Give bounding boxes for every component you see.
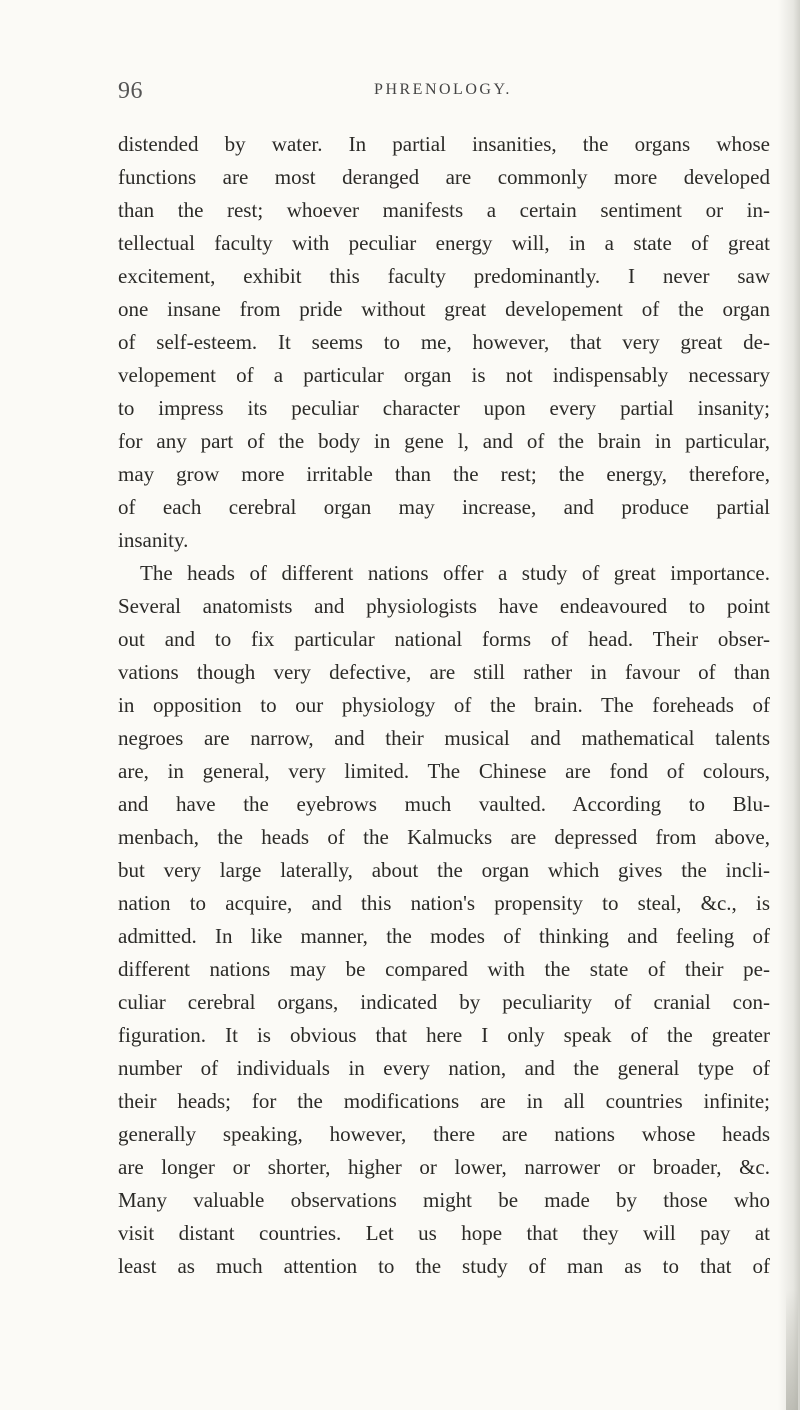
text-line: are, in general, very limited. The Chinese are fond of colours, [118, 759, 770, 783]
text-line: Several anatomists and physiologists have endeavoured to point [118, 594, 770, 618]
text-line: are longer or shorter, higher or lower, narrower or broader, &c. [118, 1155, 770, 1179]
text-line: vations though very defective, are still rather in favour of than [118, 660, 770, 684]
text-line: one insane from pride without great developement of the organ [118, 297, 770, 321]
text-line: negroes are narrow, and their musical and mathematical talents [118, 726, 770, 750]
text-line: number of individuals in every nation, and the general type of [118, 1056, 770, 1080]
text-line: but very large laterally, about the organ which gives the incli- [118, 858, 770, 882]
text-line: functions are most deranged are commonly more developed [118, 165, 770, 189]
page-edge-shadow [778, 0, 800, 1410]
text-line: velopement of a particular organ is not indispensably necessary [118, 363, 770, 387]
text-line: than the rest; whoever manifests a certain sentiment or in- [118, 198, 770, 222]
text-line: out and to fix particular national forms of head. Their obser- [118, 627, 770, 651]
text-line: in opposition to our physiology of the brain. The foreheads of [118, 693, 770, 717]
text-line: to impress its peculiar character upon every partial insanity; [118, 396, 770, 420]
text-line: may grow more irritable than the rest; the energy, therefore, [118, 462, 770, 486]
text-line: Many valuable observations might be made by those who [118, 1188, 770, 1212]
text-line: nation to acquire, and this nation's propensity to steal, &c., is [118, 891, 770, 915]
text-line: admitted. In like manner, the modes of thinking and feeling of [118, 924, 770, 948]
text-line: figuration. It is obvious that here I only speak of the greater [118, 1023, 770, 1047]
text-line: excitement, exhibit this faculty predominantly. I never saw [118, 264, 770, 288]
text-line: for any part of the body in gene l, and of the brain in particular, [118, 429, 770, 453]
text-line: least as much attention to the study of man as to that of [118, 1254, 770, 1278]
page-number: 96 [118, 78, 143, 104]
text-line: tellectual faculty with peculiar energy will, in a state of great [118, 231, 770, 255]
text-line: different nations may be compared with the state of their pe- [118, 957, 770, 981]
running-head: PHRENOLOGY. [374, 81, 512, 98]
body-text [118, 128, 770, 1283]
paragraph-start-line: The heads of different nations offer a study of great importance. [140, 561, 770, 585]
text-line: menbach, the heads of the Kalmucks are depressed from above, [118, 825, 770, 849]
text-line: culiar cerebral organs, indicated by peculiarity of cranial con- [118, 990, 770, 1014]
page-header [118, 78, 768, 108]
text-line: generally speaking, however, there are nations whose heads [118, 1122, 770, 1146]
text-line: of self-esteem. It seems to me, however, that very great de- [118, 330, 770, 354]
text-line: distended by water. In partial insanities, the organs whose [118, 132, 770, 156]
text-line: insanity. [118, 528, 189, 552]
text-line: of each cerebral organ may increase, and produce partial [118, 495, 770, 519]
page-corner-shadow [786, 1290, 798, 1410]
text-line: their heads; for the modifications are in all countries infinite; [118, 1089, 770, 1113]
text-line: and have the eyebrows much vaulted. According to Blu- [118, 792, 770, 816]
text-line: visit distant countries. Let us hope that they will pay at [118, 1221, 770, 1245]
